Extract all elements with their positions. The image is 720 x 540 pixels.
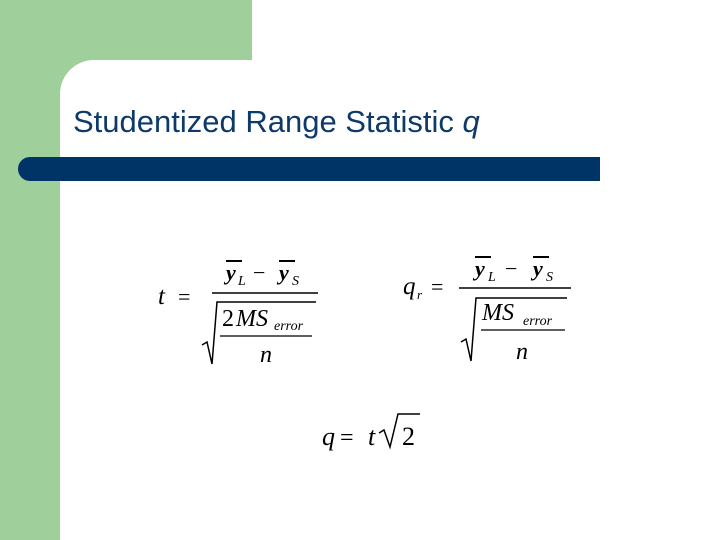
- t-lhs: t: [158, 283, 165, 310]
- t-inner-coef: 2: [222, 306, 234, 332]
- q-t: t: [368, 422, 376, 451]
- t-num-sub1: L: [238, 274, 246, 289]
- qr-num-minus: −: [505, 256, 518, 281]
- qr-equals: =: [431, 274, 444, 299]
- qr-lhs: q: [403, 273, 416, 300]
- slide-title-variable: q: [462, 104, 480, 139]
- slide-title: [73, 104, 480, 140]
- q-radicand: 2: [402, 422, 415, 451]
- t-inner-ms: MS: [236, 306, 268, 332]
- t-num-y1: y: [226, 260, 236, 285]
- t-formula: [150, 250, 325, 375]
- q-equals: =: [340, 425, 354, 451]
- t-num-minus: −: [253, 260, 266, 285]
- qr-num-y2: y: [533, 256, 543, 281]
- t-num-y2: y: [279, 260, 289, 285]
- qr-inner-den: n: [516, 339, 528, 365]
- slide-title-text: Studentized Range Statistic: [73, 104, 463, 139]
- q-formula: [318, 405, 428, 455]
- qr-formula: [395, 248, 580, 373]
- t-num-sub2: S: [292, 274, 299, 289]
- qr-inner-ms: MS: [482, 300, 514, 326]
- green-side-strip: [0, 0, 60, 540]
- q-lhs: q: [322, 422, 335, 451]
- t-inner-sub: error: [274, 319, 304, 334]
- qr-lhs-sub: r: [417, 287, 423, 302]
- qr-num-sub1: L: [488, 270, 496, 285]
- qr-inner-sub: error: [523, 314, 553, 329]
- title-underline-bar: [18, 157, 600, 181]
- t-inner-den: n: [260, 342, 272, 368]
- qr-num-sub2: S: [546, 270, 553, 285]
- qr-num-y1: y: [475, 256, 485, 281]
- t-equals: =: [178, 284, 191, 309]
